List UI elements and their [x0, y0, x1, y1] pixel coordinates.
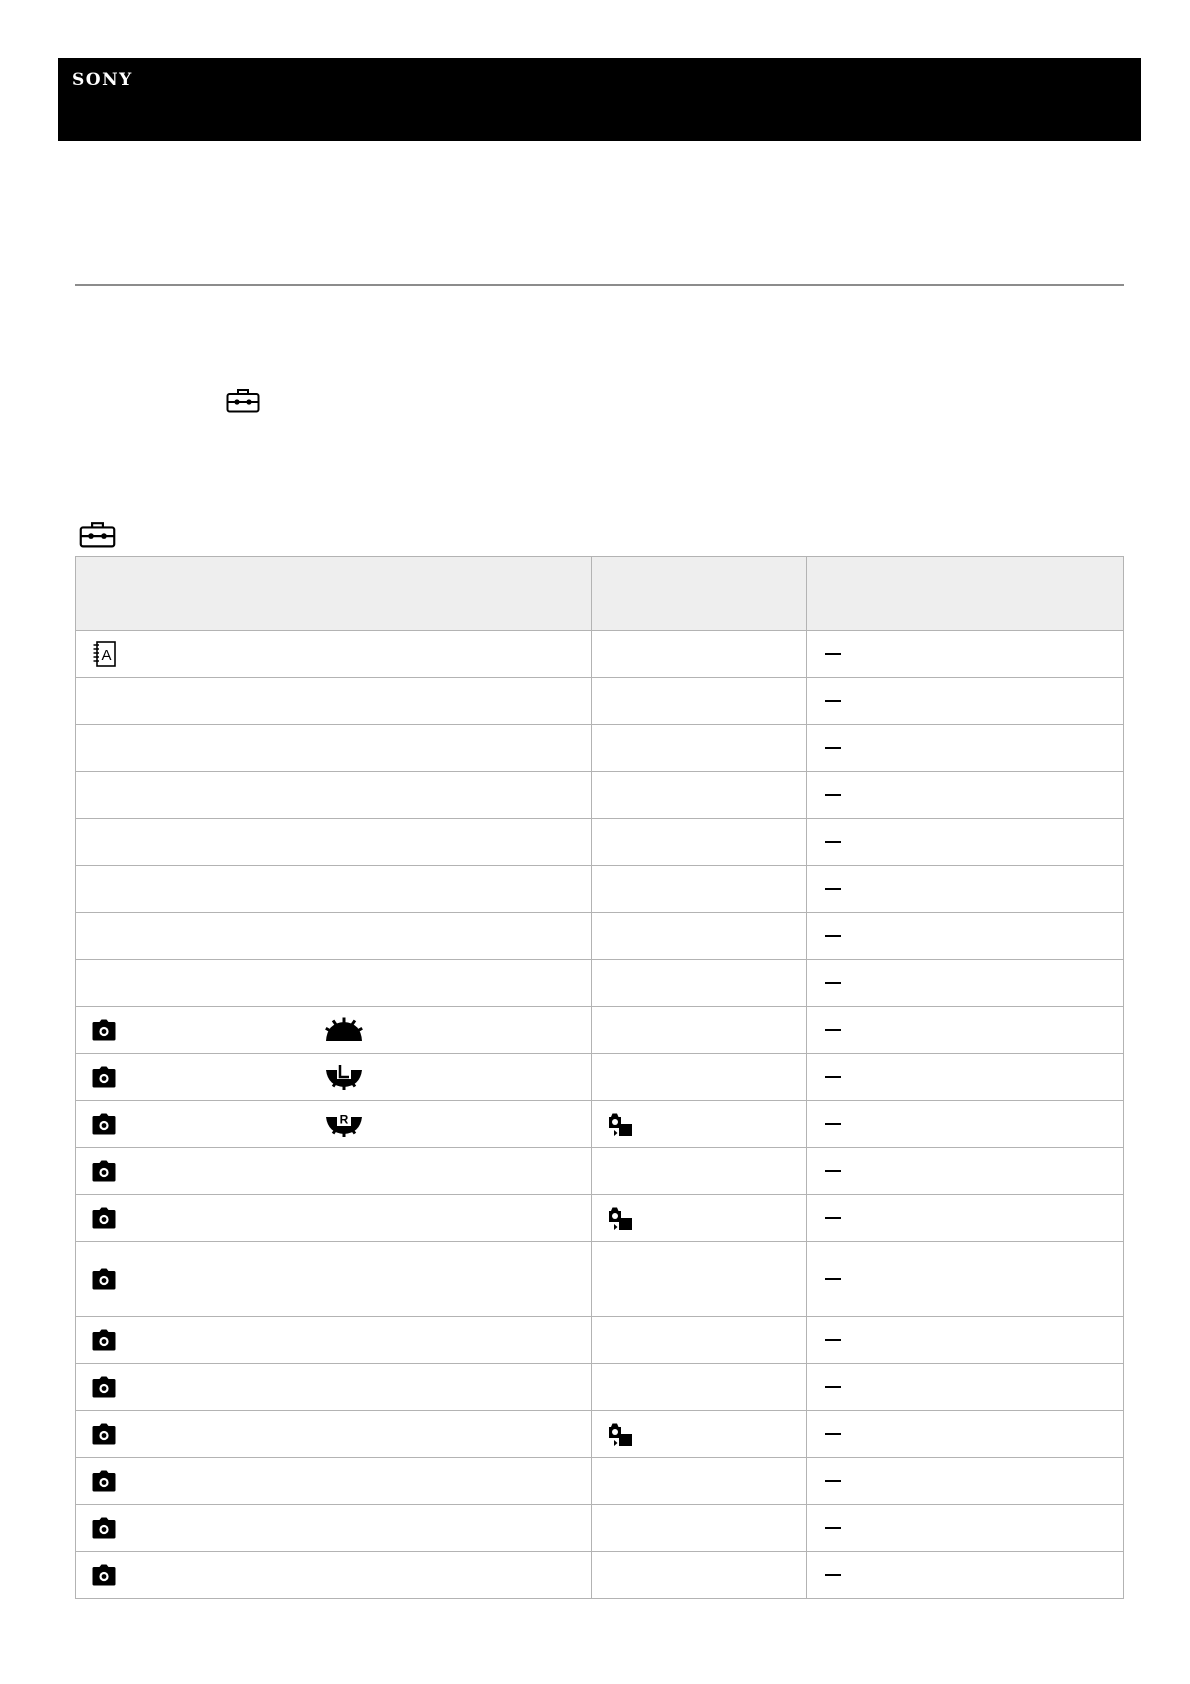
setting-name-cell — [76, 772, 592, 819]
applicable-mode-cell — [592, 913, 807, 960]
value-dash — [825, 1386, 841, 1389]
value-cell — [807, 1364, 1124, 1411]
applicable-mode-cell — [592, 960, 807, 1007]
table-row — [76, 1317, 1124, 1364]
applicable-mode-cell — [592, 1242, 807, 1317]
camera-icon — [92, 1470, 116, 1492]
value-dash — [825, 747, 841, 750]
value-dash — [825, 841, 841, 844]
value-dash — [825, 1339, 841, 1342]
value-dash — [825, 1170, 841, 1173]
table-row — [76, 1101, 1124, 1148]
camera-multi-icon — [608, 1420, 634, 1448]
value-cell — [807, 1411, 1124, 1458]
gear-l-icon — [324, 1064, 364, 1090]
value-dash — [825, 1278, 841, 1281]
value-cell — [807, 772, 1124, 819]
value-dash — [825, 1480, 841, 1483]
value-cell — [807, 1458, 1124, 1505]
value-dash — [825, 794, 841, 797]
camera-multi-icon — [608, 1110, 634, 1138]
setting-name-cell — [76, 1101, 592, 1148]
setting-name-cell — [76, 1007, 592, 1054]
brand-logo: SONY — [72, 70, 133, 90]
applicable-mode-cell — [592, 819, 807, 866]
table-row — [76, 1007, 1124, 1054]
applicable-mode-cell — [592, 1458, 807, 1505]
table-body — [76, 631, 1124, 1599]
setting-name-cell — [76, 1552, 592, 1599]
setting-name-cell — [76, 1054, 592, 1101]
value-cell — [807, 1552, 1124, 1599]
toolbox-icon — [79, 521, 116, 548]
table-row — [76, 913, 1124, 960]
header-bar — [58, 58, 1141, 141]
applicable-mode-cell — [592, 1148, 807, 1195]
table-header-row — [76, 557, 1124, 631]
camera-icon — [92, 1517, 116, 1539]
setting-name-cell — [76, 725, 592, 772]
camera-icon — [92, 1423, 116, 1445]
value-dash — [825, 1076, 841, 1079]
table-row — [76, 1411, 1124, 1458]
value-cell — [807, 1195, 1124, 1242]
setting-name-cell — [76, 678, 592, 725]
applicable-mode-cell — [592, 1552, 807, 1599]
value-cell — [807, 631, 1124, 678]
setting-name-cell — [76, 819, 592, 866]
value-cell — [807, 1317, 1124, 1364]
value-cell — [807, 1101, 1124, 1148]
setting-name-cell — [76, 1317, 592, 1364]
value-dash — [825, 700, 841, 703]
table-row — [76, 1195, 1124, 1242]
applicable-mode-cell — [592, 1054, 807, 1101]
applicable-mode-cell — [592, 631, 807, 678]
table-row — [76, 1505, 1124, 1552]
table-row — [76, 866, 1124, 913]
camera-icon — [92, 1066, 116, 1088]
camera-icon — [92, 1376, 116, 1398]
applicable-mode-cell — [592, 1505, 807, 1552]
applicable-mode-cell — [592, 1007, 807, 1054]
applicable-mode-cell — [592, 1195, 807, 1242]
table-row — [76, 960, 1124, 1007]
camera-icon — [92, 1019, 116, 1041]
camera-icon — [92, 1564, 116, 1586]
setting-name-cell — [76, 1411, 592, 1458]
gear-icon — [324, 1017, 364, 1043]
value-cell — [807, 960, 1124, 1007]
value-dash — [825, 653, 841, 656]
value-dash — [825, 982, 841, 985]
applicable-mode-cell — [592, 1364, 807, 1411]
applicable-mode-cell — [592, 866, 807, 913]
value-cell — [807, 1242, 1124, 1317]
value-cell — [807, 1054, 1124, 1101]
manual-a-icon — [92, 641, 116, 667]
value-cell — [807, 1007, 1124, 1054]
value-cell — [807, 1148, 1124, 1195]
setting-name-cell — [76, 913, 592, 960]
value-dash — [825, 1527, 841, 1530]
value-cell — [807, 725, 1124, 772]
camera-icon — [92, 1329, 116, 1351]
value-dash — [825, 1217, 841, 1220]
value-dash — [825, 1433, 841, 1436]
setting-name-cell — [76, 1195, 592, 1242]
value-dash — [825, 888, 841, 891]
table-row — [76, 772, 1124, 819]
table-row — [76, 1458, 1124, 1505]
value-dash — [825, 1574, 841, 1577]
setting-name-cell — [76, 1242, 592, 1317]
value-cell — [807, 678, 1124, 725]
table-row — [76, 1364, 1124, 1411]
camera-icon — [92, 1207, 116, 1229]
value-dash — [825, 935, 841, 938]
table-row — [76, 1242, 1124, 1317]
setting-name-cell — [76, 1364, 592, 1411]
setting-name-cell — [76, 960, 592, 1007]
value-cell — [807, 819, 1124, 866]
setting-name-cell — [76, 866, 592, 913]
applicable-mode-cell — [592, 678, 807, 725]
camera-icon — [92, 1268, 116, 1290]
setting-name-cell — [76, 1148, 592, 1195]
title-divider — [75, 284, 1124, 286]
applicable-mode-cell — [592, 725, 807, 772]
table-row — [76, 678, 1124, 725]
setting-name-cell — [76, 1458, 592, 1505]
applicable-mode-cell — [592, 1317, 807, 1364]
table-row — [76, 725, 1124, 772]
value-cell — [807, 913, 1124, 960]
applicable-mode-cell — [592, 772, 807, 819]
table-header-cell — [592, 557, 807, 631]
camera-multi-icon — [608, 1204, 634, 1232]
value-cell — [807, 866, 1124, 913]
table-header-cell — [807, 557, 1124, 631]
table-row — [76, 1054, 1124, 1101]
table-row — [76, 1148, 1124, 1195]
table-header-cell — [76, 557, 592, 631]
gear-r-icon — [324, 1111, 364, 1137]
svg-text:R: R — [339, 1112, 349, 1127]
setting-name-cell — [76, 1505, 592, 1552]
value-dash — [825, 1123, 841, 1126]
camera-icon — [92, 1160, 116, 1182]
table-row — [76, 1552, 1124, 1599]
table-row — [76, 819, 1124, 866]
settings-table — [75, 556, 1124, 1599]
table-row — [76, 631, 1124, 678]
applicable-mode-cell — [592, 1411, 807, 1458]
camera-icon — [92, 1113, 116, 1135]
svg-text:A: A — [101, 647, 112, 664]
setting-name-cell — [76, 631, 592, 678]
value-cell — [807, 1505, 1124, 1552]
applicable-mode-cell — [592, 1101, 807, 1148]
toolbox-icon — [226, 388, 260, 413]
value-dash — [825, 1029, 841, 1032]
